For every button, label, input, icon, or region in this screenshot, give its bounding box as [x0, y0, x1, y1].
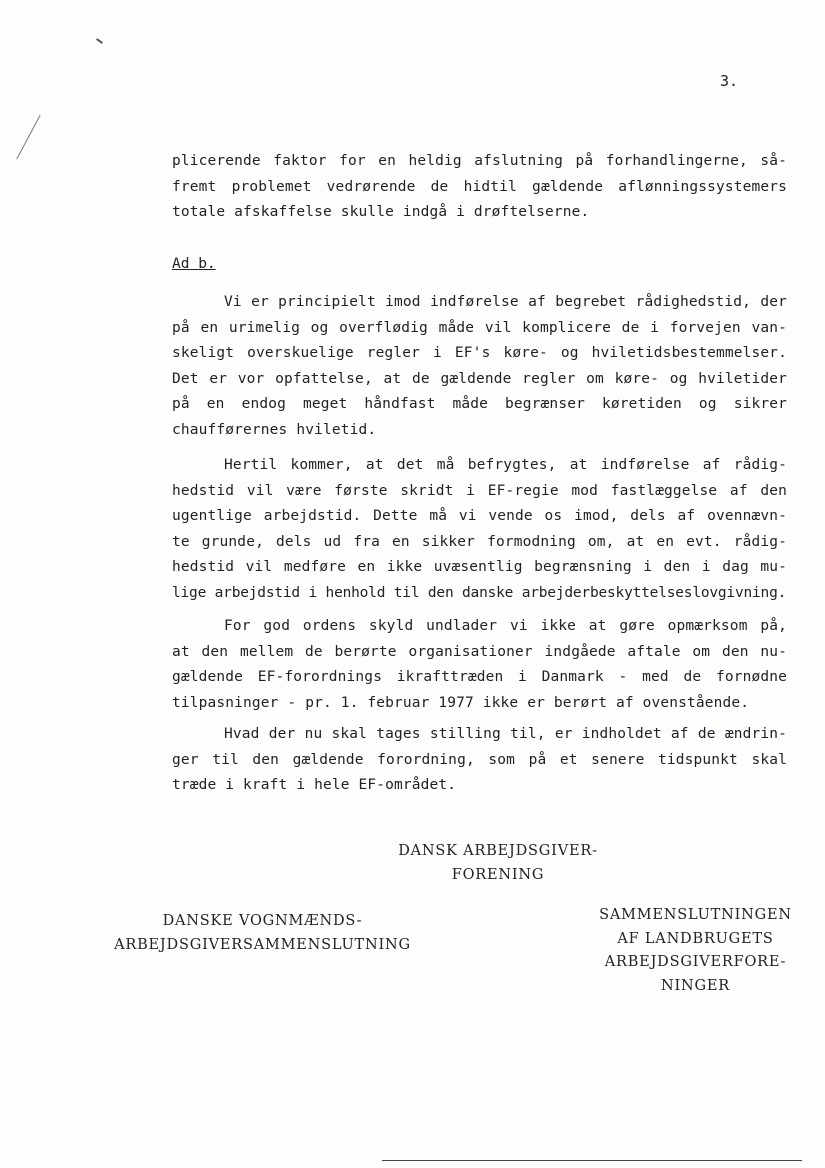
signatory-line: NINGER	[661, 977, 730, 994]
text-line: gældende EF-forordnings ikrafttræden i Danmark - med de fornødne	[172, 669, 787, 686]
section-heading: Ad b.	[172, 256, 216, 272]
signatory-line: ARBEJDSGIVERFORE-	[604, 954, 787, 970]
text-line: på en urimelig og overflødig måde vil komplicere de i forvejen van-	[172, 319, 787, 336]
bottom-edge-line	[382, 1160, 802, 1161]
page-number: 3.	[720, 72, 739, 90]
signatory-line: AF LANDBRUGETS	[617, 930, 774, 947]
signatory-line: ARBEJDSGIVERSAMMENSLUTNING	[114, 936, 411, 953]
text-line: For god ordens skyld undlader vi ikke at gøre opmærksom på,	[224, 618, 787, 634]
text-line: skeligt overskuelige regler i EF's køre- og hviletidsbestemmelser.	[172, 345, 787, 362]
text-line: Det er vor opfattelse, at de gældende regler om køre- og hviletider	[172, 370, 787, 387]
signatory-line: SAMMENSLUTNINGEN	[599, 907, 792, 923]
text-line: Vi er principielt imod indførelse af begrebet rådighedstid, der	[224, 294, 787, 310]
text-line: hedstid vil være første skridt i EF-regie mod fastlæggelse af den	[172, 482, 787, 499]
text-line: fremt problemet vedrørende de hidtil gældende aflønningssystemers	[172, 178, 787, 195]
signatory-line: FORENING	[451, 866, 545, 883]
signatory-center	[378, 840, 618, 887]
text-line: hedstid vil medføre en ikke uvæsentlig begrænsning i den i dag mu-	[172, 559, 787, 576]
text-line: plicerende faktor for en heldig afslutning på forhandlingerne, så-	[172, 153, 787, 169]
intro-paragraph	[172, 149, 787, 226]
signatory-line: DANSK ARBEJDSGIVER-	[398, 843, 598, 859]
text-line: tilpasninger - pr. 1. februar 1977 ikke er berørt af ovenstående.	[172, 694, 750, 711]
signatory-right	[588, 904, 803, 998]
scan-mark-top-left	[96, 38, 103, 44]
text-line: Hvad der nu skal tages stilling til, er indholdet af de ændrin-	[224, 726, 787, 742]
text-line: ger til den gældende forordning, som på et senere tidspunkt skal	[172, 751, 787, 768]
text-line: lige arbejdstid i henhold til den danske arbejderbeskyttelseslovgivning.	[172, 584, 787, 601]
text-line: chaufførernes hviletid.	[172, 421, 377, 438]
paragraph-3	[172, 614, 787, 716]
paragraph-2	[172, 453, 787, 607]
signatory-line: DANSKE VOGNMÆNDS-	[162, 913, 363, 929]
text-line: totale afskaffelse skulle indgå i drøftelserne.	[172, 204, 590, 221]
text-line: at den mellem de berørte organisationer indgåede aftale om den nu-	[172, 643, 787, 660]
text-line: Hertil kommer, at det må befrygtes, at indførelse af rådig-	[224, 457, 787, 473]
text-line: træde i kraft i hele EF-området.	[172, 777, 457, 794]
text-line: te grunde, dels ud fra en sikker formodning om, at en evt. rådig-	[172, 533, 787, 550]
paragraph-4	[172, 722, 787, 799]
text-line: ugentlige arbejdstid. Dette må vi vende os imod, dels af ovennævn-	[172, 508, 787, 525]
paragraph-1	[172, 290, 787, 444]
text-line: på en endog meget håndfast måde begrænser køretiden og sikrer	[172, 396, 787, 413]
signatory-left	[100, 910, 425, 957]
scan-mark-left-stroke	[16, 115, 40, 160]
